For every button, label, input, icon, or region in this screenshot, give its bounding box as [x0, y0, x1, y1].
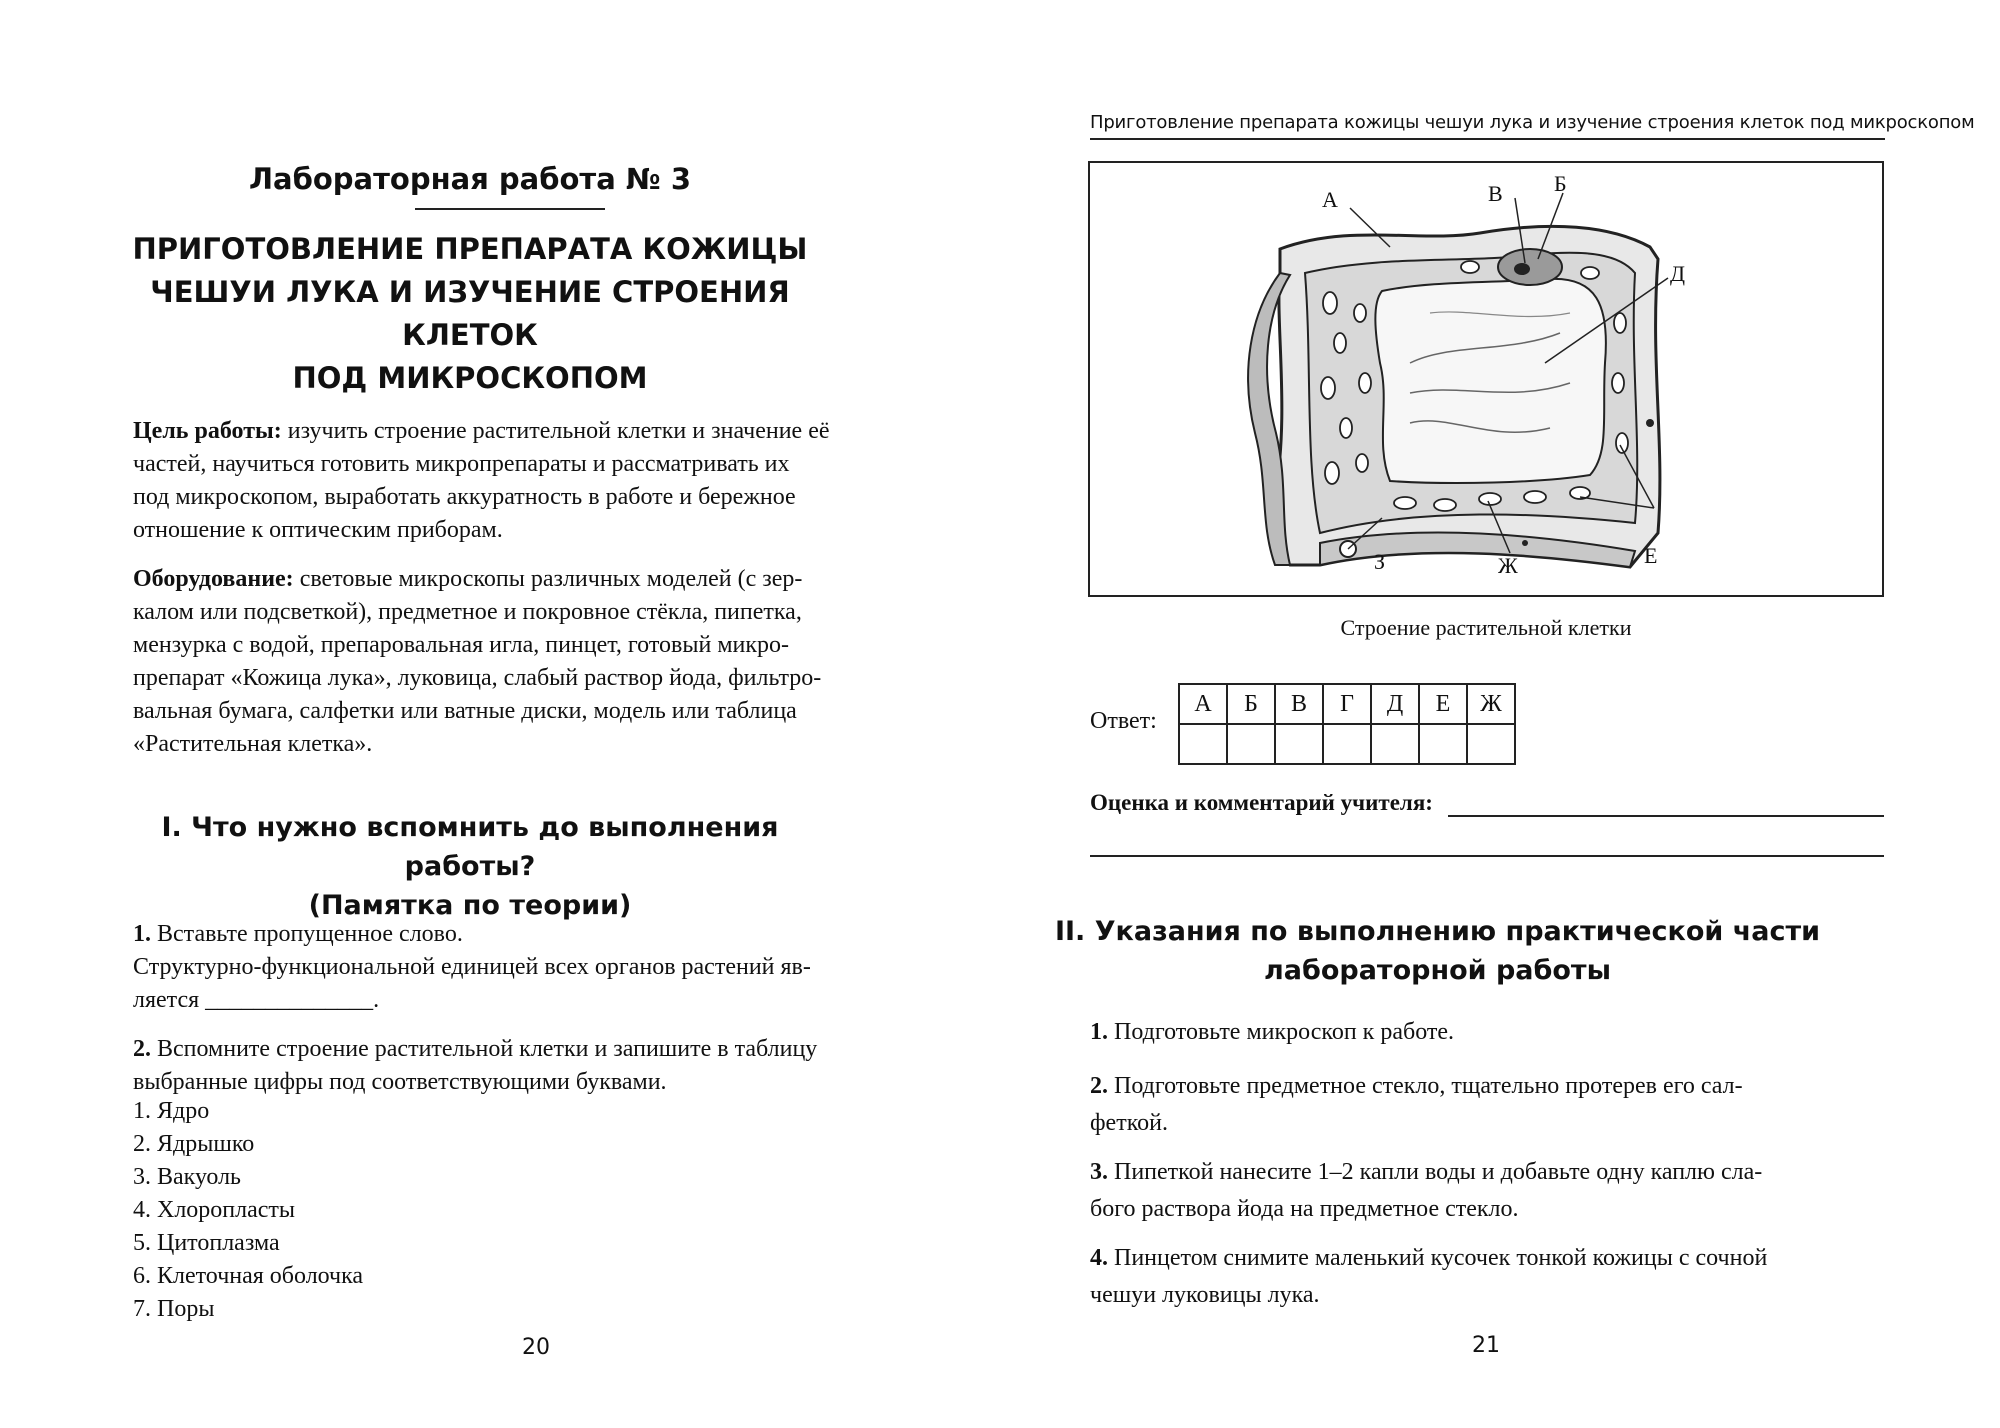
step-4 [1090, 1240, 1885, 1314]
task-1-line [133, 918, 933, 951]
section-2-line: лабораторной работы [1263, 955, 1611, 986]
lab-title [130, 228, 810, 400]
section-1-heading [130, 808, 810, 925]
figure-label-a: А [1322, 187, 1338, 212]
cell-parts-list [133, 1095, 363, 1326]
vacuole [1375, 279, 1606, 483]
step-3 [1090, 1154, 1885, 1228]
page-number: 20 [522, 1335, 550, 1360]
running-head-rule [1090, 138, 1885, 140]
answer-cell[interactable] [1179, 724, 1227, 764]
figure-label-b: Б [1554, 171, 1567, 196]
answer-cell[interactable] [1467, 724, 1515, 764]
list-item: 2. Ядрышко [133, 1131, 255, 1157]
section-2-line: II. Указания по выполнению практической части [1054, 916, 1821, 947]
equipment-label: Оборудование: [133, 566, 294, 592]
task-2-text: Вспомните строение растительной клетки и запишите в таблицу [151, 1036, 818, 1062]
figure-label-e: Е [1644, 543, 1658, 568]
task-1-line: ляется ______________. [133, 987, 380, 1013]
answer-cell[interactable] [1419, 724, 1467, 764]
teacher-comment-label: Оценка и комментарий учителя: [1090, 790, 1433, 815]
step-number: 2. [1090, 1073, 1108, 1099]
lab-number-heading: Лабораторная работа № 3 [248, 162, 692, 196]
answer-input-row [1179, 724, 1515, 764]
equipment-line: «Растительная клетка». [133, 731, 373, 757]
step-1 [1090, 1014, 1885, 1051]
step-line [1090, 1068, 1885, 1105]
step-text: Подготовьте предметное стекло, тщательно протерев его сал- [1108, 1073, 1743, 1099]
plant-cell-figure [1088, 161, 1884, 597]
step-text: Пинцетом снимите маленький кусочек тонкой кожицы с сочной [1108, 1245, 1768, 1271]
goal-label: Цель работы: [133, 418, 282, 444]
page-number: 21 [1472, 1333, 1500, 1358]
step-text: Пипеткой нанесите 1–2 капли воды и добавьте одну каплю сла- [1108, 1159, 1763, 1185]
teacher-comment-line[interactable] [1090, 855, 1884, 857]
equipment-line: вальная бумага, салфетки или ватные диски, модель или таблица [133, 698, 797, 724]
nucleolus [1514, 263, 1530, 275]
lab-title-line: ПРИГОТОВЛЕНИЕ ПРЕПАРАТА КОЖИЦЫ [132, 232, 808, 266]
right-page [1000, 0, 2000, 1428]
nucleus [1498, 249, 1562, 285]
list-item: 4. Хлоропласты [133, 1197, 296, 1223]
section-2-heading [1040, 912, 1835, 990]
answer-letter: Ж [1467, 684, 1515, 724]
goal-text: изучить строение растительной клетки и значение её [281, 418, 830, 444]
figure-label-zh: Ж [1498, 553, 1518, 578]
answer-label: Ответ: [1090, 708, 1157, 734]
task-1-text: Вставьте пропущенное слово. [151, 921, 463, 947]
step-line: чешуи луковицы лука. [1090, 1282, 1320, 1308]
answer-cell[interactable] [1371, 724, 1419, 764]
equipment-line: калом или подсветкой), предметное и покровное стёкла, пипетка, [133, 599, 802, 625]
answer-letter: Г [1323, 684, 1371, 724]
answer-letter: В [1275, 684, 1323, 724]
figure-label-v: В [1488, 181, 1503, 206]
goal-line [133, 415, 933, 448]
goal-line: отношение к оптическим приборам. [133, 517, 503, 543]
equipment-line: мензурка с водой, препаровальная игла, пинцет, готовый микро- [133, 632, 790, 658]
figure-label-d: Д [1670, 261, 1686, 286]
lab-title-line: ЧЕШУИ ЛУКА И ИЗУЧЕНИЕ СТРОЕНИЯ КЛЕТОК [150, 275, 790, 352]
plant-cell-illustration [1090, 163, 1886, 599]
answer-cell[interactable] [1323, 724, 1371, 764]
list-item: 5. Цитоплазма [133, 1230, 280, 1256]
pore [1646, 419, 1654, 427]
equipment-line: препарат «Кожица лука», луковица, слабый раствор йода, фильтро- [133, 665, 822, 691]
list-item: 3. Вакуоль [133, 1164, 241, 1190]
equipment-text: световые микроскопы различных моделей (с зер- [293, 566, 803, 592]
goal-paragraph [133, 415, 933, 547]
step-number: 4. [1090, 1245, 1108, 1271]
list-item: 6. Клеточная оболочка [133, 1263, 364, 1289]
figure-label-z: З [1374, 549, 1386, 574]
step-line: бого раствора йода на предметное стекло. [1090, 1196, 1519, 1222]
heading-divider [415, 208, 605, 210]
running-head: Приготовление препарата кожицы чешуи лука и изучение строения клеток под микроскопом [1090, 112, 1975, 133]
step-line [1090, 1154, 1885, 1191]
equipment-line [133, 563, 933, 596]
step-number: 3. [1090, 1159, 1108, 1185]
answer-letter: Б [1227, 684, 1275, 724]
goal-line: частей, научиться готовить микропрепараты и рассматривать их [133, 451, 790, 477]
task-2-number: 2. [133, 1036, 151, 1062]
answer-letter: Е [1419, 684, 1467, 724]
task-1 [133, 918, 933, 1017]
task-2 [133, 1033, 933, 1099]
figure-caption: Строение растительной клетки [1340, 615, 1632, 640]
task-2-line [133, 1033, 933, 1066]
teacher-comment-line[interactable] [1448, 815, 1884, 817]
step-line: феткой. [1090, 1110, 1168, 1136]
step-number: 1. [1090, 1019, 1108, 1045]
pore [1522, 540, 1528, 546]
section-1-line: I. Что нужно вспомнить до выполнения работы? [161, 812, 779, 882]
answer-letter: А [1179, 684, 1227, 724]
task-2-line: выбранные цифры под соответствующими буквами. [133, 1069, 667, 1095]
list-item: 1. Ядро [133, 1098, 210, 1124]
step-line [1090, 1014, 1885, 1051]
lab-title-line: ПОД МИКРОСКОПОМ [292, 361, 648, 395]
equipment-paragraph [133, 563, 933, 761]
answer-cell[interactable] [1275, 724, 1323, 764]
task-1-number: 1. [133, 921, 151, 947]
answer-cell[interactable] [1227, 724, 1275, 764]
goal-line: под микроскопом, выработать аккуратность в работе и бережное [133, 484, 796, 510]
answer-letter: Д [1371, 684, 1419, 724]
step-line [1090, 1240, 1885, 1277]
section-1-line: (Памятка по теории) [308, 890, 632, 921]
step-text: Подготовьте микроскоп к работе. [1108, 1019, 1455, 1045]
answer-header-row [1179, 684, 1515, 724]
answer-table [1178, 683, 1516, 765]
step-2 [1090, 1068, 1885, 1142]
task-1-line: Структурно-функциональной единицей всех органов растений яв- [133, 954, 811, 980]
list-item: 7. Поры [133, 1296, 215, 1322]
